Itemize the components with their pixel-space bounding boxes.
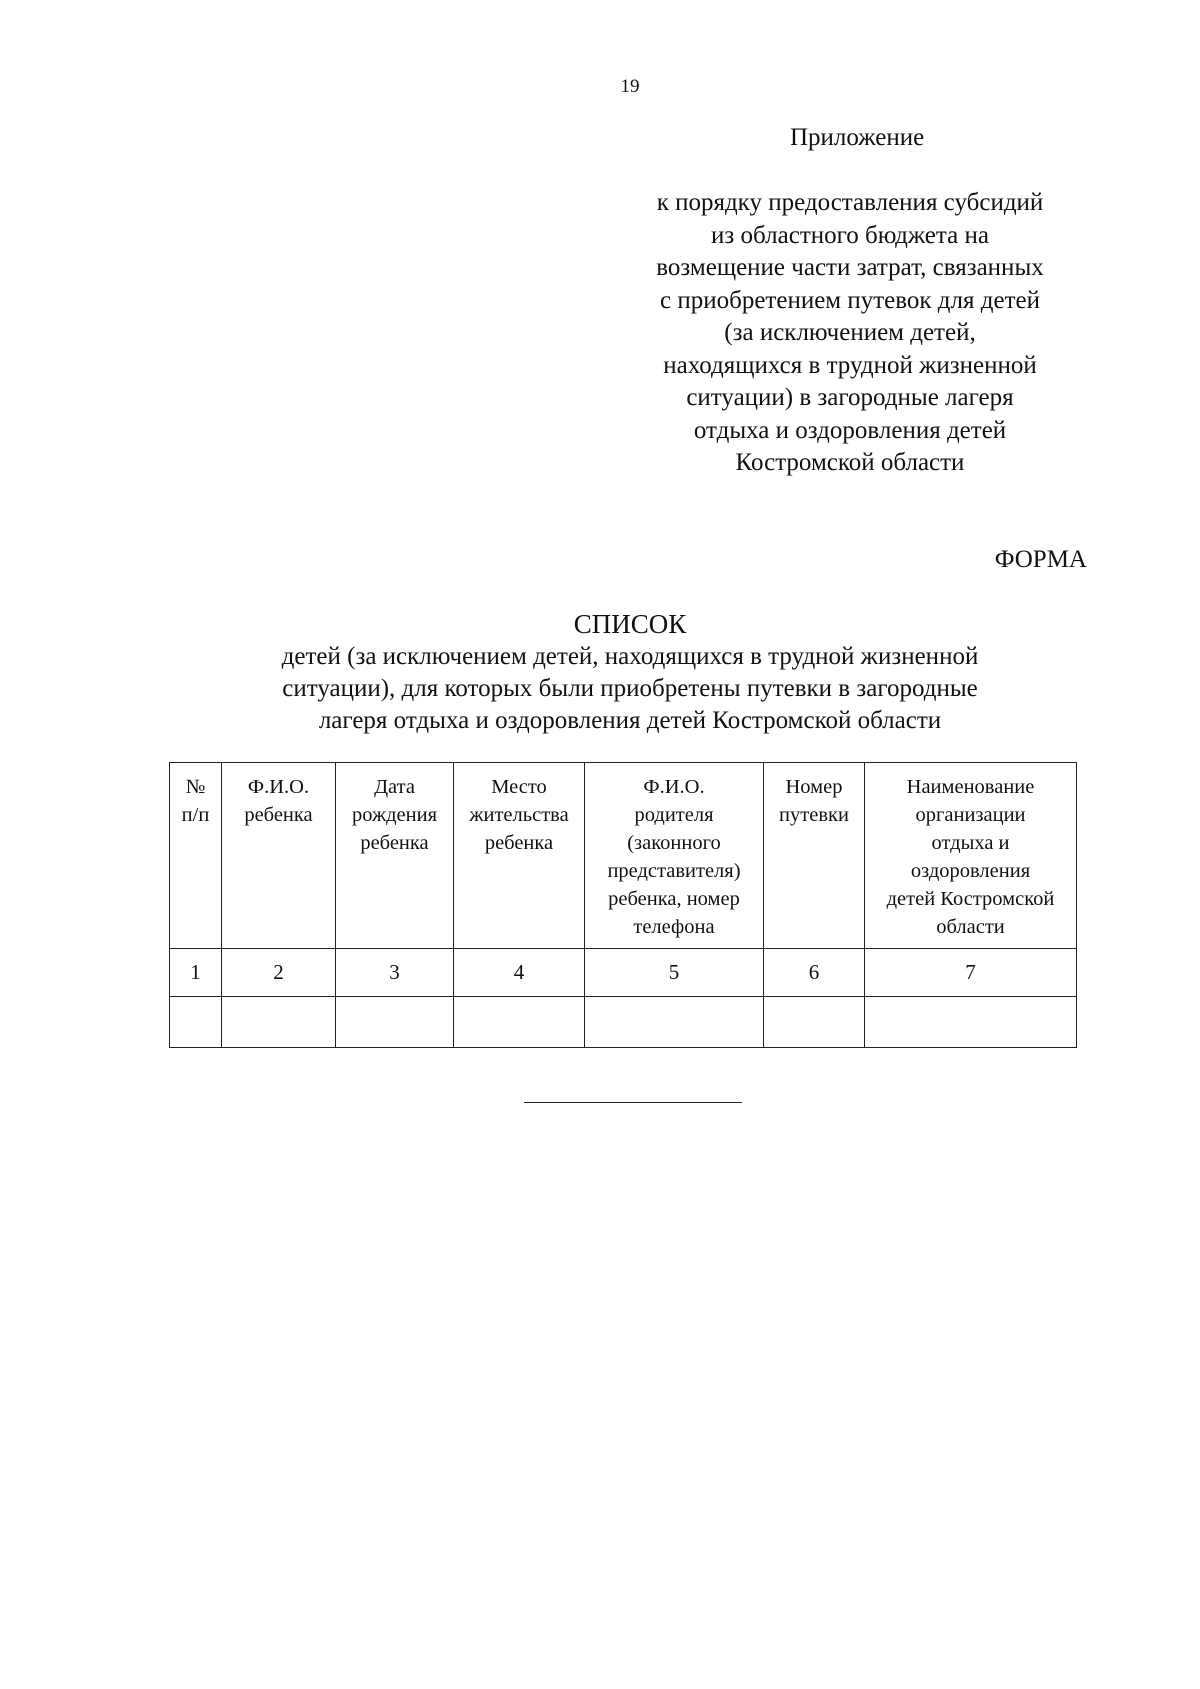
header-line: Место	[491, 776, 547, 798]
appendix-text	[620, 187, 1080, 480]
empty-cell	[170, 997, 222, 1048]
column-number: 1	[170, 949, 222, 997]
empty-cell	[865, 997, 1077, 1048]
table-row	[170, 997, 1077, 1048]
column-number-row	[170, 949, 1077, 997]
header-line: Ф.И.О.	[247, 776, 310, 798]
header-line: оздоровления	[910, 860, 1031, 882]
header-organization-name	[865, 763, 1077, 949]
appendix-line: Костромской области	[735, 449, 965, 476]
header-line: ребенка, номер	[608, 888, 740, 910]
end-divider	[524, 1102, 742, 1103]
list-subtitle-line: ситуации), для которых были приобретены путевки в загородные	[282, 675, 978, 702]
header-child-name	[222, 763, 336, 949]
column-number: 4	[454, 949, 585, 997]
column-number: 7	[865, 949, 1077, 997]
empty-cell	[454, 997, 585, 1048]
header-line: детей Костромской	[886, 888, 1055, 910]
empty-cell	[336, 997, 454, 1048]
appendix-line: отдыха и оздоровления детей	[693, 416, 1007, 444]
form-label: ФОРМА	[994, 546, 1087, 573]
table-header-row	[170, 763, 1077, 949]
appendix-line: с приобретением путевок для детей	[660, 286, 1040, 314]
appendix-line: (за исключением детей,	[724, 319, 976, 346]
header-line: ребенка	[484, 832, 554, 854]
empty-cell	[764, 997, 865, 1048]
list-subtitle	[0, 641, 1200, 737]
empty-cell	[222, 997, 336, 1048]
empty-cell	[585, 997, 764, 1048]
list-title: СПИСОК	[573, 609, 687, 639]
page-number: 19	[620, 76, 640, 97]
appendix-line: находящихся в трудной жизненной	[663, 351, 1037, 379]
column-number: 2	[222, 949, 336, 997]
header-line: области	[936, 916, 1005, 938]
header-line: организации	[915, 804, 1026, 826]
header-line: представителя)	[607, 860, 741, 882]
header-line: путевки	[779, 804, 849, 826]
column-number: 3	[336, 949, 454, 997]
header-number	[170, 763, 222, 949]
header-line: Ф.И.О.	[643, 776, 705, 798]
header-line: Наименование	[906, 776, 1035, 798]
list-subtitle-line: детей (за исключением детей, находящихся в трудной жизненной	[281, 643, 979, 670]
header-line: ребенка	[360, 832, 429, 854]
header-voucher-number	[764, 763, 865, 949]
header-line: (законного	[627, 832, 721, 854]
appendix-line: возмещение части затрат, связанных	[656, 254, 1044, 281]
column-number: 6	[764, 949, 865, 997]
appendix-line: из областного бюджета на	[711, 221, 989, 249]
appendix-line: ситуации) в загородные лагеря	[686, 384, 1014, 411]
header-line: Номер	[785, 776, 843, 798]
header-line: жительства	[469, 804, 569, 826]
header-line: рождения	[351, 804, 438, 826]
appendix-title: Приложение	[790, 124, 925, 151]
header-line: телефона	[633, 916, 715, 938]
header-residence	[454, 763, 585, 949]
header-line: ребенка	[244, 804, 313, 826]
header-line: п/п	[181, 804, 210, 826]
appendix-line: к порядку предоставления субсидий	[656, 189, 1044, 216]
children-list-table	[169, 762, 1077, 1048]
header-line: родителя	[634, 804, 714, 826]
header-parent-name	[585, 763, 764, 949]
list-subtitle-line: лагеря отдыха и оздоровления детей Костромской области	[318, 707, 942, 734]
header-birth-date	[336, 763, 454, 949]
header-line: Дата	[374, 776, 415, 798]
column-number: 5	[585, 949, 764, 997]
header-line: №	[185, 776, 206, 798]
header-line: отдыха и	[931, 832, 1010, 854]
